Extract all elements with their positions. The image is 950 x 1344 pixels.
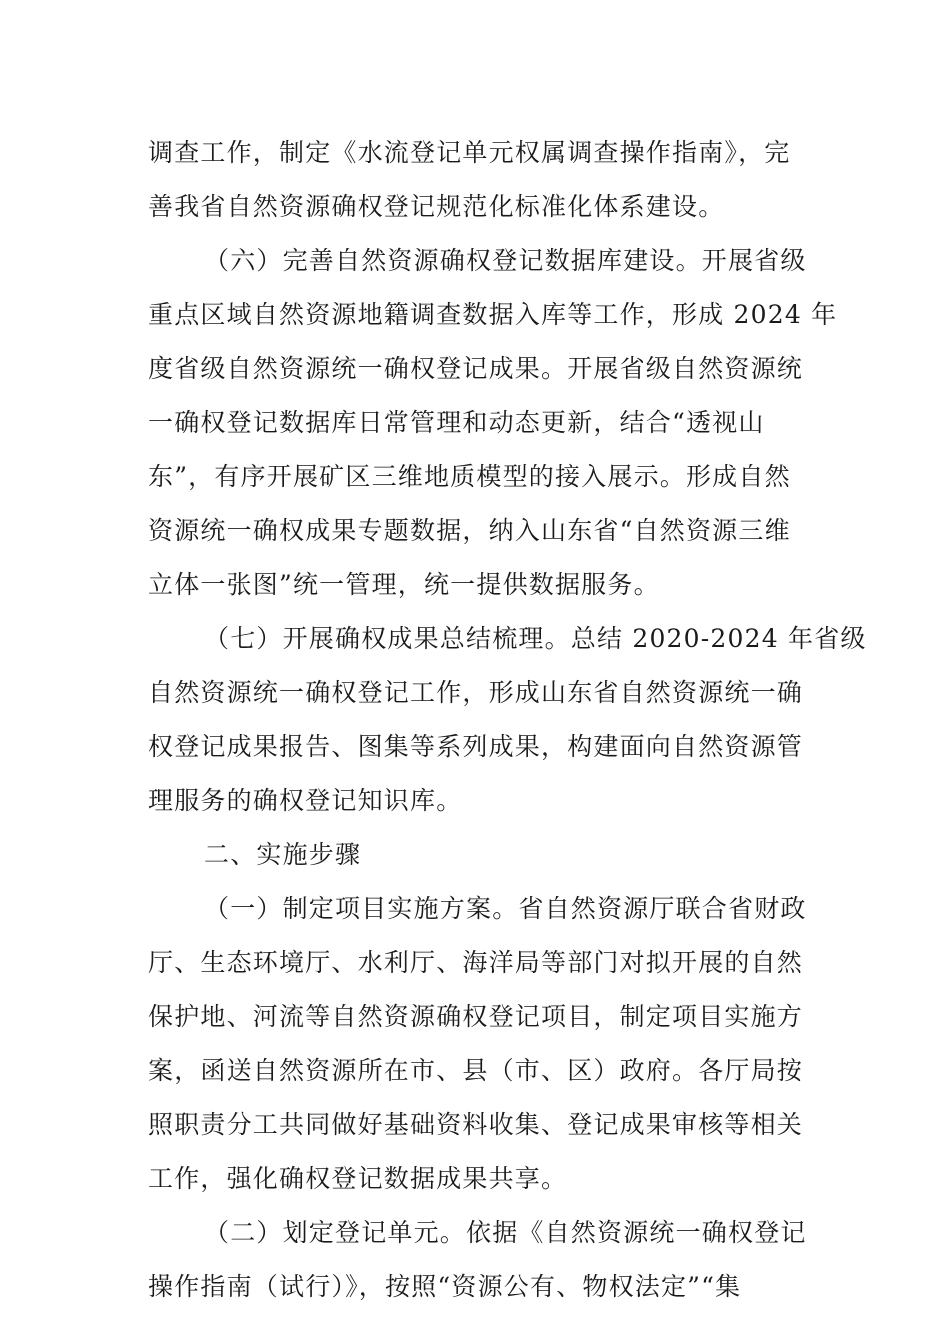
- text-line-1: 调查工作，制定《水流登记单元权属调查操作指南》，完: [148, 138, 791, 167]
- text-line-13: 理服务的确权登记知识库。: [148, 786, 463, 815]
- text-line-22: 操作指南（试行）》，按照“资源公有、物权法定”“集: [148, 1272, 742, 1301]
- text-line-20: 工作，强化确权登记数据成果共享。: [148, 1164, 568, 1193]
- text-line-2: 善我省自然资源确权登记规范化标准化体系建设。: [148, 192, 725, 221]
- text-line-7: 东”，有序开展矿区三维地质模型的接入展示。形成自然: [148, 462, 791, 491]
- section-heading: 二、实施步骤: [204, 840, 362, 869]
- text-line-6: 一确权登记数据库日常管理和动态更新，结合“透视山: [148, 408, 765, 437]
- text-line-21: （二）划定登记单元。依据《自然资源统一确权登记: [204, 1218, 807, 1247]
- document-body: [148, 126, 867, 1314]
- text-line-9: 立体一张图”统一管理，统一提供数据服务。: [148, 570, 660, 599]
- text-line-4: 重点区域自然资源地籍调查数据入库等工作，形成 2024 年: [148, 300, 838, 329]
- text-line-8: 资源统一确权成果专题数据，纳入山东省“自然资源三维: [148, 516, 791, 545]
- text-line-3: （六）完善自然资源确权登记数据库建设。开展省级: [204, 246, 807, 275]
- text-line-10: （七）开展确权成果总结梳理。总结 2020-2024 年省级: [204, 624, 867, 653]
- text-line-17: 保护地、河流等自然资源确权登记项目，制定项目实施方: [148, 1002, 804, 1031]
- text-line-11: 自然资源统一确权登记工作，形成山东省自然资源统一确: [148, 678, 804, 707]
- text-line-15: （一）制定项目实施方案。省自然资源厅联合省财政: [204, 894, 807, 923]
- text-line-12: 权登记成果报告、图集等系列成果，构建面向自然资源管: [148, 732, 804, 761]
- text-line-19: 照职责分工共同做好基础资料收集、登记成果审核等相关: [148, 1110, 804, 1139]
- text-line-16: 厅、生态环境厅、水利厅、海洋局等部门对拟开展的自然: [148, 948, 804, 977]
- text-line-18: 案，函送自然资源所在市、县（市、区）政府。各厅局按: [148, 1056, 804, 1085]
- text-line-5: 度省级自然资源统一确权登记成果。开展省级自然资源统: [148, 354, 804, 383]
